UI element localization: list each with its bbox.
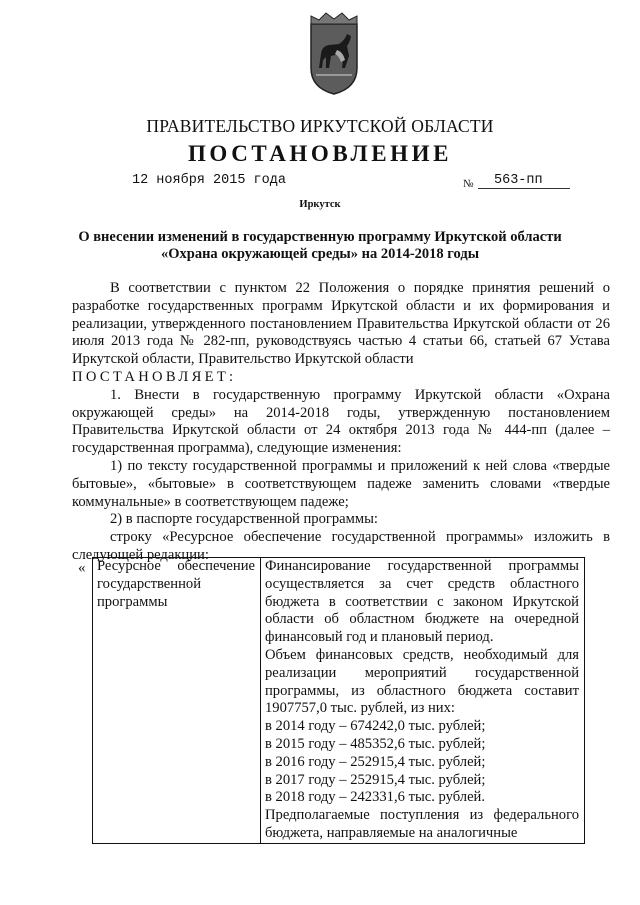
table-row xyxy=(93,558,585,844)
right-cell-line: в 2018 году – 242331,6 тыс. рублей. xyxy=(265,789,486,806)
government-name: ПРАВИТЕЛЬСТВО ИРКУТСКОЙ ОБЛАСТИ xyxy=(146,116,494,136)
city-name: Иркутск xyxy=(299,199,341,210)
item-1-2-text: строку «Ресурсное обеспечение государственной программы» изложить в следующей редакции: xyxy=(72,529,610,563)
item-1-2-paragraph: 2) в паспорте государственной программы: xyxy=(110,511,378,528)
right-cell-line: в 2017 году – 252915,4 тыс. рублей; xyxy=(265,771,486,788)
document-body xyxy=(72,280,610,565)
page-bottom-margin xyxy=(0,850,640,905)
number-label: № xyxy=(463,178,474,190)
item-1-paragraph: 1. Внести в государственную программу Иркутской области «Охрана окружающей среды» на 2014-2018 годы, утвержденную постановлением Правительства Иркутской области от 24 октября 2013 года № 444-пп (далее – государственная программа), следующие изменения: xyxy=(72,386,610,457)
item-1-1-paragraph: 1) по тексту государственной программы и приложений к ней слова «твердые бытовые», «бытовые» в соответствующем падеже заменить словами «твердые коммунальные» в соответствующем падеже; xyxy=(72,457,610,510)
right-cell-line: в 2014 году – 674242,0 тыс. рублей; xyxy=(265,718,486,735)
right-cell-line: в 2016 году – 252915,4 тыс. рублей; xyxy=(265,753,486,770)
right-cell-line: Предполагаемые поступления из федерального бюджета, направляемые на аналогичные xyxy=(265,807,579,841)
resolve-word: ПОСТАНОВЛЯЕТ: xyxy=(72,368,237,385)
title-line-1: О внесении изменений в государственную программу Иркутской области xyxy=(78,229,562,245)
right-cell-line: Финансирование государственной программы осуществляется за счет средств областного бюджета в соответствии с законом Иркутской области об областном бюджете на очередной финансовый год и плановый период. xyxy=(265,558,579,646)
title-line-2: «Охрана окружающей среды» на 2014-2018 годы xyxy=(160,246,480,262)
resource-table xyxy=(92,557,585,844)
table-right-cell xyxy=(261,558,585,844)
right-cell-line: в 2015 году – 485352,6 тыс. рублей; xyxy=(265,735,486,752)
open-quote-mark: « xyxy=(78,560,86,576)
coat-of-arms-emblem xyxy=(307,10,361,96)
right-cell-line: Объем финансовых средств, необходимый для реализации мероприятий государственной программы, из областного бюджета составит 1907757,0 тыс. рублей, из них: xyxy=(265,646,579,717)
intro-paragraph: В соответствии с пунктом 22 Положения о порядке принятия решений о разработке государственных программ Иркутской области и их формирования и реализации, утвержденного постановлением Правительства Иркутской области от 26 июля 2013 года № 282-пп, руководствуясь частью 4 статьи 66, статьей 67 Устава Иркутской области, Правительство Иркутской области xyxy=(72,280,610,368)
table-left-cell: Ресурсное обеспечение государственной программы xyxy=(93,558,261,844)
document-date: 12 ноября 2015 года xyxy=(132,173,286,188)
document-title xyxy=(0,229,640,263)
document-number: 563-пп xyxy=(478,173,570,189)
document-type: ПОСТАНОВЛЕНИЕ xyxy=(187,141,453,166)
